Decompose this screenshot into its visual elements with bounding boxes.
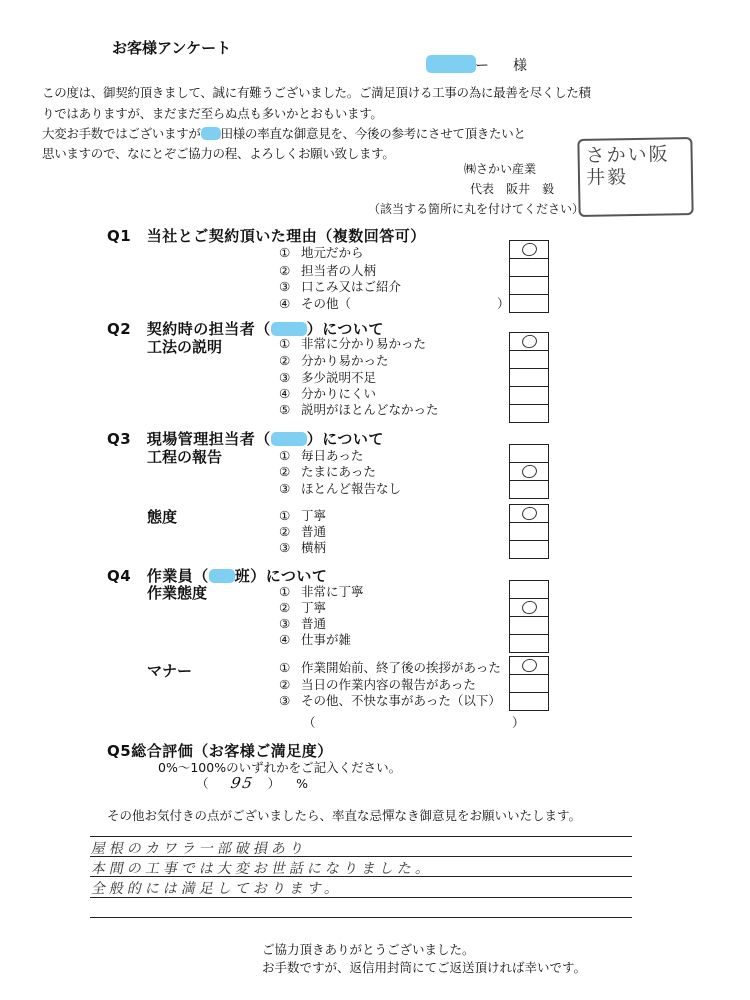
q3-option-1: ① 毎日あった xyxy=(279,448,364,463)
comment-line xyxy=(90,836,632,837)
customer-suffix: ー xyxy=(475,58,489,74)
q1-title: Q1 当社とご契約頂いた理由（複数回答可） xyxy=(107,227,426,245)
q2-subtitle: 工法の説明 xyxy=(147,338,223,356)
q4-answer-4[interactable] xyxy=(510,635,548,653)
q2-option-5: ⑤ 説明がほとんどなかった xyxy=(279,402,439,417)
q4-manner-option-3: ③ その他、不快な事があった（以下） xyxy=(279,693,501,708)
q4-subtitle-1: 作業態度 xyxy=(147,584,208,602)
q3-attitude-answer-2[interactable] xyxy=(510,523,548,541)
customer-name xyxy=(475,55,527,75)
q3-subtitle-2: 態度 xyxy=(147,508,178,526)
q1-option-4: ④ その他（ xyxy=(279,296,352,311)
circle-mark xyxy=(521,505,539,521)
q4-subtitle-2: マナー xyxy=(147,662,193,680)
redacted-customer-name xyxy=(426,55,476,73)
intro-line-1: この度は、御契約頂きまして、誠に有難うございました。ご満足頂ける工事の為に最善を尽くした積 xyxy=(42,85,591,100)
q4-answer-3[interactable] xyxy=(510,617,548,635)
q1-answer-4[interactable] xyxy=(510,295,548,313)
q2-answer-column xyxy=(509,332,549,423)
q4-other-open: （ xyxy=(303,715,316,730)
page-title: お客様アンケート xyxy=(112,39,232,57)
q4-option-4: ④ 仕事が雑 xyxy=(279,632,352,647)
q2-title: Q2 契約時の担当者（ ）について xyxy=(107,320,384,338)
q5-value: 95 xyxy=(228,774,256,792)
q1-other-close: ） xyxy=(497,296,510,311)
q3-attitude-option-2: ② 普通 xyxy=(279,524,327,539)
q3-attitude-answer-1[interactable] xyxy=(510,505,548,523)
q4-manner-option-2: ② 当日の作業内容の報告があった xyxy=(279,677,476,692)
q2-answer-5[interactable] xyxy=(510,405,548,423)
comments-prompt: その他お気付きの点がございましたら、率直な忌憚なき御意見をお願いいたします。 xyxy=(107,808,582,823)
q3-option-3: ③ ほとんど報告なし xyxy=(279,481,402,496)
q3-answer-column-1 xyxy=(509,444,549,499)
company-rep: 代表 阪井 毅 xyxy=(470,182,555,196)
q2-option-4: ④ 分かりにくい xyxy=(279,386,377,401)
q5-title: Q5総合評価（お客様ご満足度） xyxy=(107,742,333,760)
redacted-name xyxy=(209,569,235,583)
q2-option-2: ② 分かり易かった xyxy=(279,353,389,368)
q3-option-2: ② たまにあった xyxy=(279,464,376,479)
handwritten-comment-3: 全般的には満足しております。 xyxy=(90,881,345,897)
intro-line-3b: 田様の率直な御意見を、今後の参考にさせて頂きたいと xyxy=(220,126,526,141)
q3-attitude-answer-3[interactable] xyxy=(510,541,548,559)
circle-mark xyxy=(521,463,539,479)
q4-other-close: ） xyxy=(512,715,525,730)
q3-attitude-option-1: ① 丁寧 xyxy=(279,508,327,523)
footer-return-note: お手数ですが、返信用封筒にてご返送頂ければ幸いです。 xyxy=(262,960,587,975)
q1-answer-column xyxy=(509,240,549,313)
q4-title: Q4 作業員（ 班）について xyxy=(107,567,328,585)
honorific: 様 xyxy=(513,58,527,74)
q4-answer-column-2 xyxy=(509,656,549,711)
redacted-name xyxy=(271,432,307,446)
q1-answer-1[interactable] xyxy=(510,241,548,259)
comment-line xyxy=(90,917,632,918)
intro-line-2: りではありますが、まだまだ至らぬ点も多いかとおもいます。 xyxy=(42,106,383,121)
q4-option-2: ② 丁寧 xyxy=(279,600,327,615)
q3-subtitle-1: 工程の報告 xyxy=(147,448,223,466)
footer-thanks: ご協力頂きありがとうございました。 xyxy=(262,942,475,957)
intro-line-4: 思いますので、なにとぞご協力の程、よろしくお願い致します。 xyxy=(42,146,395,161)
redacted-name xyxy=(201,127,221,140)
q4-option-1: ① 非常に丁寧 xyxy=(279,584,364,599)
handwritten-comment-1: 屋根のカワラ一部破損あり xyxy=(90,841,310,857)
q1-option-2: ② 担当者の人柄 xyxy=(279,263,377,278)
q4-answer-2[interactable] xyxy=(510,599,548,617)
q5-paren-open: （ xyxy=(196,776,209,791)
q2-answer-2[interactable] xyxy=(510,351,548,369)
q1-answer-2[interactable] xyxy=(510,259,548,277)
q1-option-1: ① 地元だから xyxy=(279,245,364,260)
q4-option-3: ③ 普通 xyxy=(279,616,327,631)
instruction-note: （該当する箇所に丸を付けてください） xyxy=(368,202,585,216)
circle-mark xyxy=(521,657,539,673)
company-seal: さかい阪井毅 xyxy=(577,137,693,217)
q2-answer-3[interactable] xyxy=(510,369,548,387)
q3-answer-1[interactable] xyxy=(510,445,548,463)
q3-answer-column-2 xyxy=(509,504,549,559)
circle-mark xyxy=(521,333,539,349)
q3-title: Q3 現場管理担当者（ ）について xyxy=(107,430,384,448)
company-name: ㈱さかい産業 xyxy=(464,162,537,176)
q5-unit: % xyxy=(296,776,309,791)
handwritten-comment-2: 本間の工事では大変お世話になりました。 xyxy=(90,861,436,877)
q1-answer-3[interactable] xyxy=(510,277,548,295)
q2-answer-4[interactable] xyxy=(510,387,548,405)
q3-answer-3[interactable] xyxy=(510,481,548,499)
q1-option-3: ③ 口こみ又はご紹介 xyxy=(279,279,402,294)
q2-option-1: ① 非常に分かり易かった xyxy=(279,336,427,351)
q4-manner-option-1: ① 作業開始前、終了後の挨拶があった xyxy=(279,660,501,675)
q4-manner-answer-1[interactable] xyxy=(510,657,548,675)
intro-line-3a: 大変お手数ではございますが xyxy=(42,126,201,141)
q4-answer-1[interactable] xyxy=(510,581,548,599)
circle-mark xyxy=(521,599,539,615)
q4-answer-column-1 xyxy=(509,580,549,653)
q5-answer[interactable] xyxy=(196,774,308,792)
q3-attitude-option-3: ③ 横柄 xyxy=(279,540,327,555)
q3-answer-2[interactable] xyxy=(510,463,548,481)
q4-manner-answer-3[interactable] xyxy=(510,693,548,711)
q5-paren-close: ） xyxy=(267,776,281,791)
q2-answer-1[interactable] xyxy=(510,333,548,351)
q5-instruction: 0%～100%のいずれかをご記入ください。 xyxy=(158,760,402,775)
q4-manner-answer-2[interactable] xyxy=(510,675,548,693)
q2-option-3: ③ 多少説明不足 xyxy=(279,370,377,385)
intro-line-3 xyxy=(42,124,526,142)
circle-mark xyxy=(521,241,539,257)
